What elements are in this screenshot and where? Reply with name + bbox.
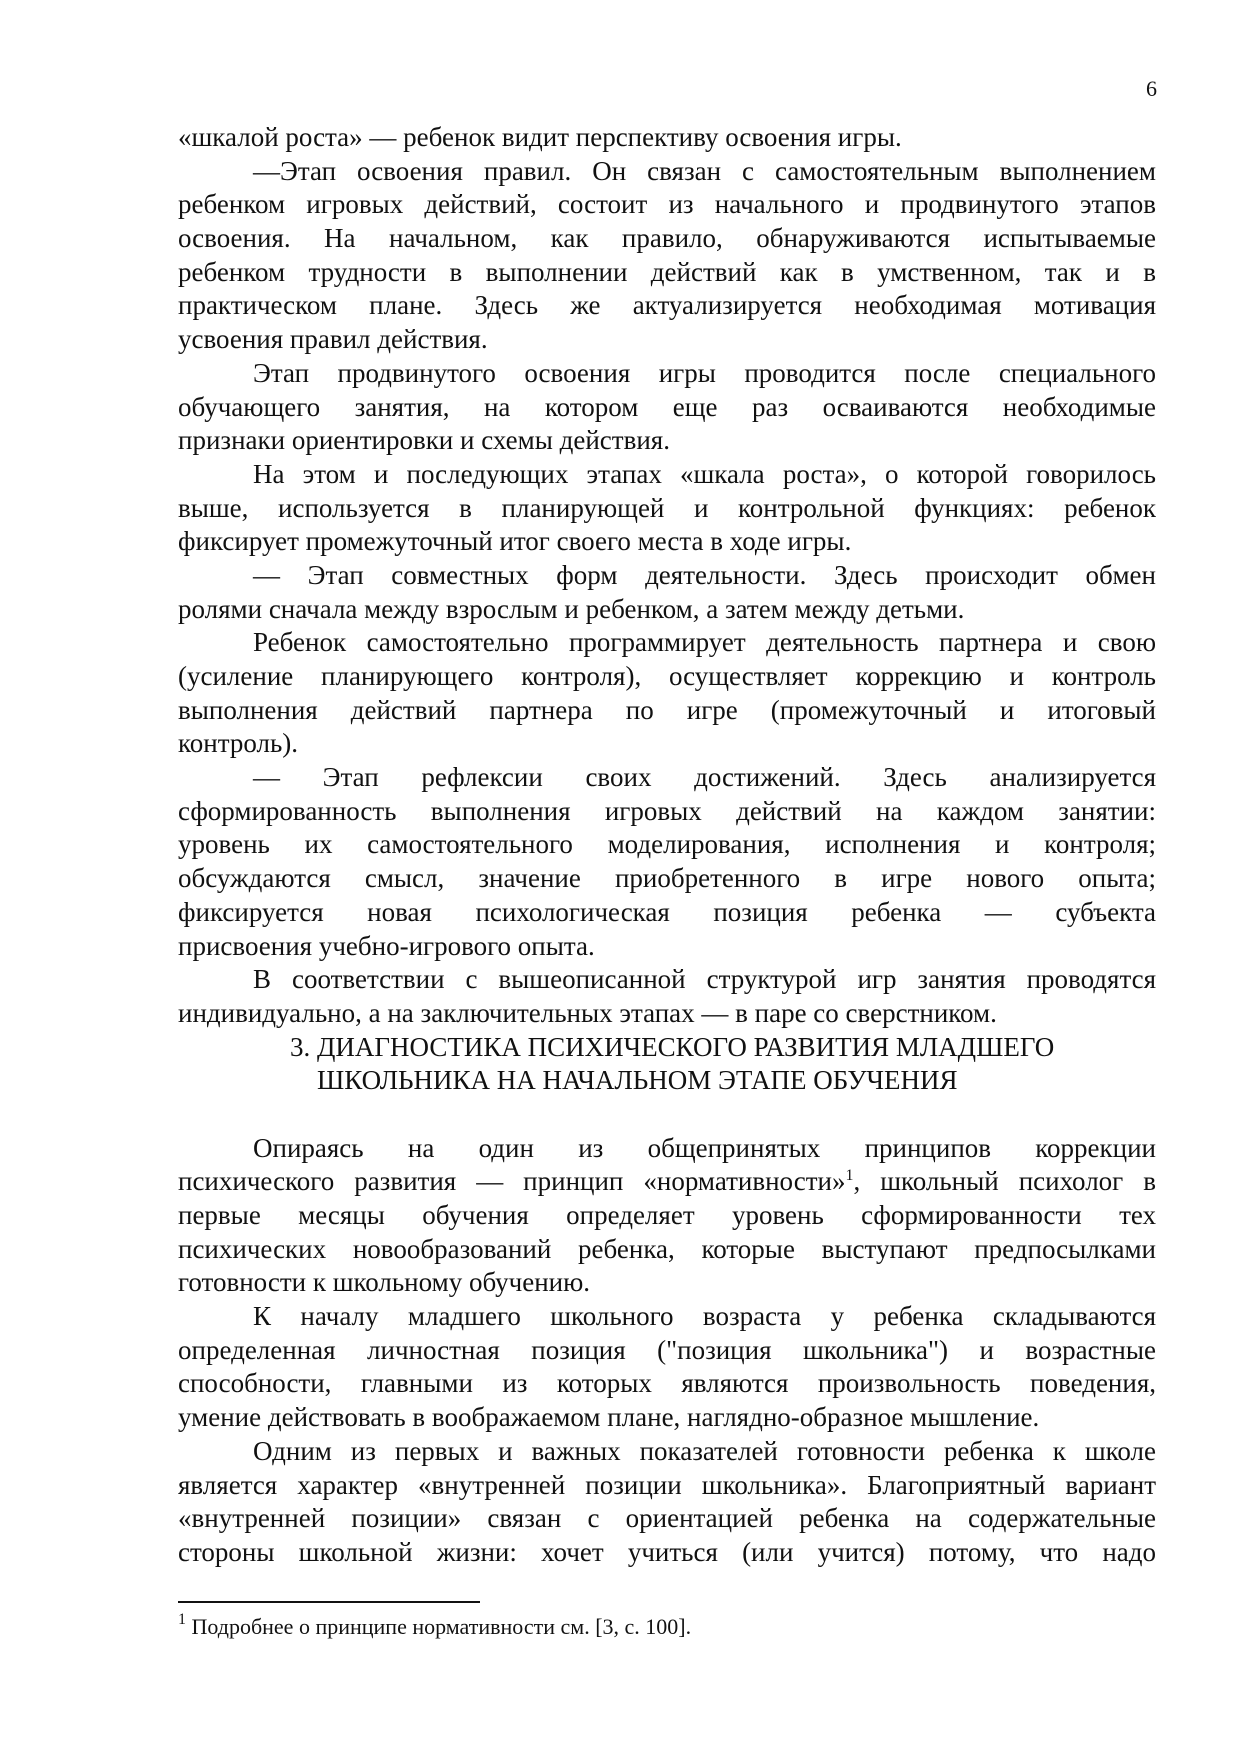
text-line bbox=[178, 222, 1156, 256]
line-text: выполнения действий партнера по игре (промежуточный и итоговый bbox=[178, 694, 1156, 725]
text-line bbox=[178, 256, 1156, 290]
line-text: определенная личностная позиция ("позиция школьника") и возрастные bbox=[178, 1334, 1156, 1365]
line-text: Ребенок самостоятельно программирует деятельность партнера и свою bbox=[253, 627, 1156, 658]
text-line bbox=[178, 121, 1156, 155]
line-text: На этом и последующих этапах «шкала роста», о которой говорилось bbox=[253, 458, 1156, 489]
text-line bbox=[178, 1132, 1156, 1166]
line-text: 3. ДИАГНОСТИКА ПСИХИЧЕСКОГО РАЗВИТИЯ МЛАДШЕГО bbox=[290, 1031, 1055, 1062]
text-line bbox=[178, 1266, 1156, 1300]
line-text: Этап продвинутого освоения игры проводится после специального bbox=[253, 357, 1156, 388]
line-text: Опираясь на один из общепринятых принципов коррекции bbox=[253, 1132, 1156, 1163]
text-line bbox=[178, 1435, 1156, 1469]
line-text: психического развития — принцип «нормативности» bbox=[178, 1166, 846, 1197]
text-line bbox=[178, 424, 1156, 458]
line-text: присвоения учебно-игрового опыта. bbox=[178, 930, 595, 961]
text-line bbox=[178, 694, 1156, 728]
text-line bbox=[178, 828, 1156, 862]
line-text: умение действовать в воображаемом плане, наглядно-образное мышление. bbox=[178, 1402, 1040, 1433]
text-line bbox=[178, 963, 1156, 997]
line-text: усвоения правил действия. bbox=[178, 324, 488, 355]
footnote-text: Подробнее о принципе нормативности см. [3, с. 100]. bbox=[186, 1614, 692, 1639]
line-text: уровень их самостоятельного моделирования, исполнения и контроля; bbox=[178, 829, 1156, 860]
text-line bbox=[178, 1536, 1156, 1570]
text-line bbox=[178, 559, 1156, 593]
text-line bbox=[178, 458, 1156, 492]
text-line bbox=[178, 1165, 1156, 1199]
body-text bbox=[178, 121, 1156, 1570]
text-line bbox=[178, 997, 1156, 1031]
line-text: ролями сначала между взрослым и ребенком, а затем между детьми. bbox=[178, 593, 965, 624]
line-text: контроль). bbox=[178, 728, 298, 759]
line-text: выше, используется в планирующей и контрольной функциях: ребенок bbox=[178, 492, 1156, 523]
text-line bbox=[178, 660, 1156, 694]
text-line bbox=[178, 593, 1156, 627]
text-line bbox=[178, 862, 1156, 896]
line-text: сформированность выполнения игровых действий на каждом занятии: bbox=[178, 795, 1156, 826]
line-text: —Этап освоения правил. Он связан с самостоятельным выполнением bbox=[253, 155, 1156, 186]
section-heading-line bbox=[178, 1031, 1156, 1065]
text-line bbox=[178, 357, 1156, 391]
line-text: способности, главными из которых являются произвольность поведения, bbox=[178, 1368, 1156, 1399]
footnote bbox=[178, 1611, 692, 1640]
line-text: ребенком трудности в выполнении действий как в умственном, так и в bbox=[178, 256, 1156, 287]
line-text: освоения. На начальном, как правило, обнаруживаются испытываемые bbox=[178, 223, 1156, 254]
line-text: обсуждаются смысл, значение приобретенного в игре нового опыта; bbox=[178, 863, 1156, 894]
page-number: 6 bbox=[1146, 76, 1157, 101]
text-line bbox=[178, 795, 1156, 829]
text-line bbox=[178, 761, 1156, 795]
line-text: — Этап рефлексии своих достижений. Здесь анализируется bbox=[253, 762, 1156, 793]
line-text: Одним из первых и важных показателей готовности ребенка к школе bbox=[253, 1435, 1156, 1466]
line-text: фиксирует промежуточный итог своего места в ходе игры. bbox=[178, 526, 852, 557]
line-text: «внутренней позиции» связан с ориентацией ребенка на содержательные bbox=[178, 1503, 1156, 1534]
text-line bbox=[178, 323, 1156, 357]
line-text: «шкалой роста» — ребенок видит перспективу освоения игры. bbox=[178, 122, 902, 152]
line-text: (усиление планирующего контроля), осуществляет коррекцию и контроль bbox=[178, 661, 1156, 691]
line-text: — Этап совместных форм деятельности. Здесь происходит обмен bbox=[253, 559, 1156, 590]
text-line bbox=[178, 1199, 1156, 1233]
line-text: фиксируется новая психологическая позиция ребенка — субъекта bbox=[178, 896, 1156, 927]
line-text: В соответствии с вышеописанной структурой игр занятия проводятся bbox=[253, 964, 1156, 995]
text-line bbox=[178, 1334, 1156, 1368]
text-line bbox=[178, 188, 1156, 222]
line-text: является характер «внутренней позиции школьника». Благоприятный вариант bbox=[178, 1469, 1156, 1500]
text-line bbox=[178, 289, 1156, 323]
text-line bbox=[178, 525, 1156, 559]
line-text: готовности к школьному обучению. bbox=[178, 1267, 591, 1298]
footnote-separator bbox=[178, 1601, 480, 1603]
line-text: практическом плане. Здесь же актуализируется необходимая мотивация bbox=[178, 290, 1156, 321]
text-line bbox=[178, 896, 1156, 930]
section-heading-line bbox=[178, 1064, 1156, 1098]
footnote-reference[interactable]: 1 bbox=[845, 1167, 854, 1185]
text-line bbox=[178, 1502, 1156, 1536]
text-line bbox=[178, 1401, 1156, 1435]
text-line bbox=[178, 155, 1156, 189]
line-text: ребенком игровых действий, состоит из начального и продвинутого этапов bbox=[178, 189, 1156, 220]
text-line bbox=[178, 492, 1156, 526]
blank-line bbox=[178, 1098, 1156, 1132]
line-text: индивидуально, а на заключительных этапах — в паре со сверстником. bbox=[178, 997, 997, 1028]
text-line bbox=[178, 1469, 1156, 1503]
line-text: психических новообразований ребенка, которые выступают предпосылками bbox=[178, 1233, 1156, 1264]
text-line bbox=[178, 1233, 1156, 1267]
line-text: первые месяцы обучения определяет уровень сформированности тех bbox=[178, 1200, 1156, 1230]
text-line bbox=[178, 1367, 1156, 1401]
line-text: стороны школьной жизни: хочет учиться (или учится) потому, что надо bbox=[178, 1536, 1156, 1567]
line-text: ШКОЛЬНИКА НА НАЧАЛЬНОМ ЭТАПЕ ОБУЧЕНИЯ bbox=[317, 1065, 958, 1096]
text-line bbox=[178, 626, 1156, 660]
text-line bbox=[178, 1300, 1156, 1334]
line-text: признаки ориентировки и схемы действия. bbox=[178, 425, 670, 456]
line-text: обучающего занятия, на котором еще раз осваиваются необходимые bbox=[178, 391, 1156, 422]
text-line bbox=[178, 930, 1156, 964]
text-line bbox=[178, 391, 1156, 425]
text-line bbox=[178, 727, 1156, 761]
line-text-continued: , школьный психолог в bbox=[853, 1166, 1156, 1197]
footnote-mark: 1 bbox=[178, 1611, 186, 1628]
line-text: К началу младшего школьного возраста у ребенка складываются bbox=[253, 1301, 1156, 1332]
